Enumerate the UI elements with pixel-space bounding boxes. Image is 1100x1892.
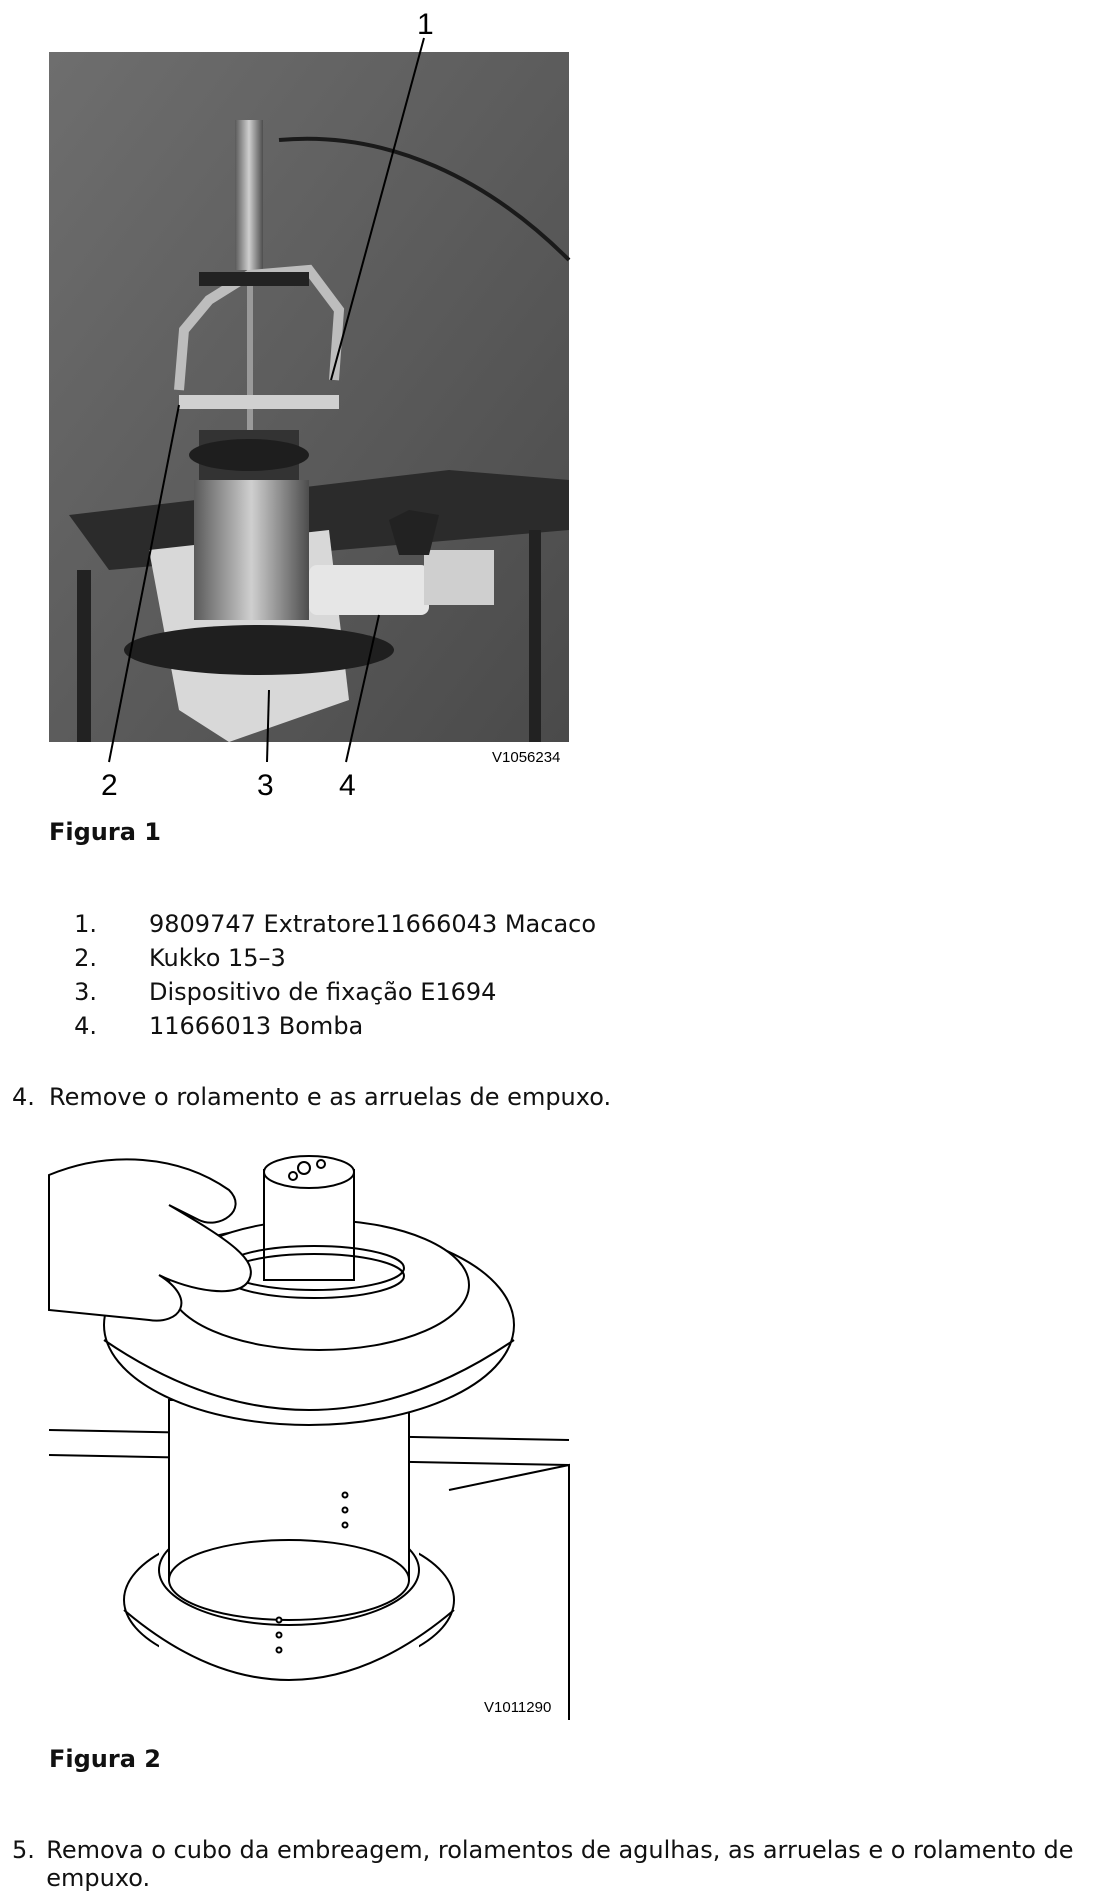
legend-item [49, 944, 596, 978]
legend-text: Kukko 15–3 [149, 944, 286, 972]
legend-number: 4. [74, 1012, 97, 1040]
figure-1-legend [49, 910, 596, 1046]
legend-number: 2. [74, 944, 97, 972]
callout-3: 3 [257, 769, 274, 802]
legend-item [49, 910, 596, 944]
callout-2: 2 [101, 769, 118, 802]
step-number: 5. [12, 1836, 35, 1864]
figure-2-caption: Figura 2 [49, 1745, 161, 1773]
figure-1-code: V1056234 [492, 749, 561, 766]
legend-number: 1. [74, 910, 97, 938]
step-5 [12, 1836, 1100, 1892]
callout-1: 1 [417, 8, 434, 41]
figure-1-illustration [49, 8, 569, 802]
legend-text: 9809747 Extratore11666043 Macaco [149, 910, 597, 938]
line-drawing [49, 1156, 569, 1720]
photo [49, 52, 569, 742]
figure-2-code: V1011290 [484, 1699, 552, 1716]
figure-1-caption: Figura 1 [49, 818, 161, 846]
figure-2-illustration [49, 1150, 569, 1720]
step-text: Remove o rolamento e as arruelas de empuxo. [49, 1083, 612, 1111]
legend-text: 11666013 Bomba [149, 1012, 364, 1040]
legend-text: Dispositivo de fixação E1694 [149, 978, 497, 1006]
step-number: 4. [12, 1083, 35, 1111]
step-text: Remova o cubo da embreagem, rolamentos de agulhas, as arruelas e o rolamento de empuxo. [46, 1836, 1074, 1892]
step-4 [12, 1083, 611, 1111]
callout-4: 4 [339, 769, 356, 802]
legend-number: 3. [74, 978, 97, 1006]
legend-item [49, 978, 596, 1012]
legend-item [49, 1012, 596, 1046]
